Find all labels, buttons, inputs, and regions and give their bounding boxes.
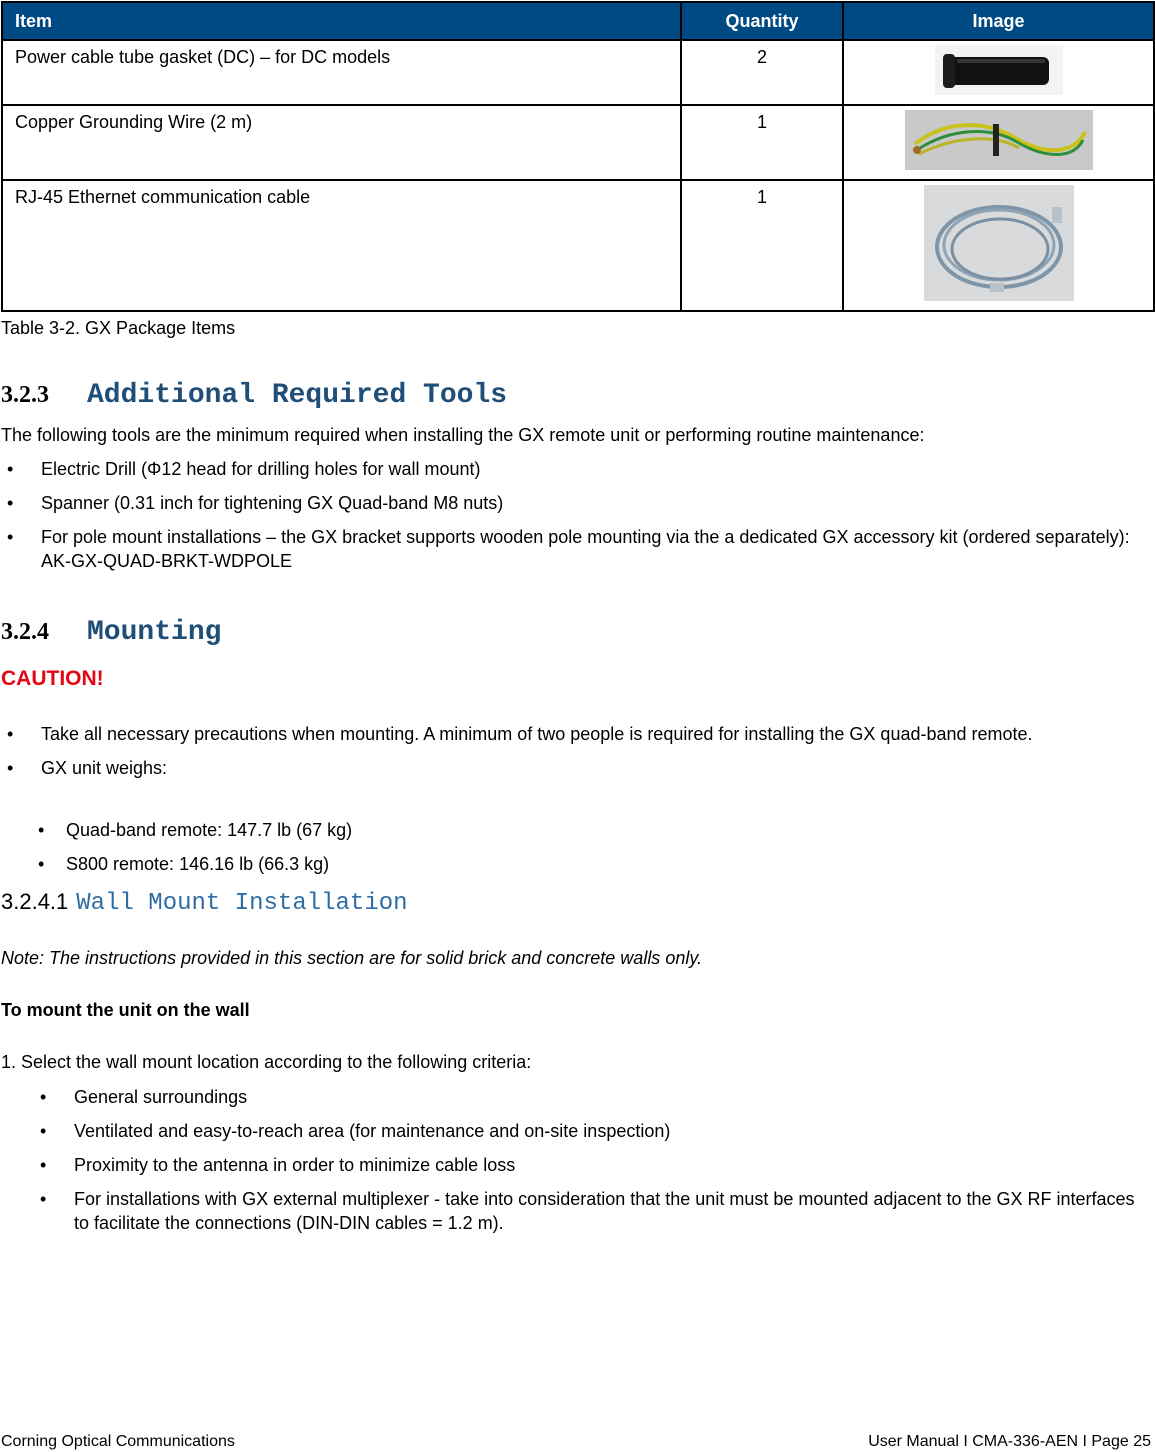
grounding-wire-photo — [905, 110, 1093, 170]
caution-label: CAUTION! — [1, 667, 104, 690]
section-number: 3.2.3 — [1, 382, 49, 408]
criteria-list — [34, 1085, 1149, 1245]
quantity-cell: 1 — [681, 180, 843, 311]
section-heading-3-2-4-1 — [1, 889, 408, 917]
image-cell — [843, 40, 1154, 105]
list-item: • For pole mount installations – the GX bracket supports wooden pole mounting via the a dedicated GX accessory kit (ordered separately): AK-GX-QUAD-BRKT-WDPOLE — [1, 525, 1151, 573]
table-row — [2, 40, 1154, 105]
tools-intro: The following tools are the minimum required when installing the GX remote unit or performing routine maintenance: — [1, 425, 925, 445]
list-item: • S800 remote: 146.16 lb (66.3 kg) — [32, 852, 1142, 876]
tools-list — [1, 457, 1151, 583]
header-image: Image — [843, 2, 1154, 40]
package-items-table — [1, 1, 1155, 312]
procedure-title: To mount the unit on the wall — [1, 1000, 250, 1020]
step-1: 1. Select the wall mount location according to the following criteria: — [1, 1052, 532, 1072]
item-cell: Copper Grounding Wire (2 m) — [2, 105, 681, 180]
table-row — [2, 105, 1154, 180]
image-cell — [843, 180, 1154, 311]
ethernet-cable-photo — [924, 185, 1074, 301]
list-item: • Spanner (0.31 inch for tightening GX Quad-band M8 nuts) — [1, 491, 1151, 515]
section-number: 3.2.4 — [1, 619, 49, 645]
list-item: • Electric Drill (Φ12 head for drilling holes for wall mount) — [1, 457, 1151, 481]
footer-company: Corning Optical Communications — [1, 1433, 235, 1450]
list-item: • Take all necessary precautions when mounting. A minimum of two people is required for installing the GX quad-band remote. — [1, 722, 1151, 746]
section-title: Wall Mount Installation — [76, 890, 408, 917]
section-title: Additional Required Tools — [87, 380, 508, 411]
item-cell: Power cable tube gasket (DC) – for DC models — [2, 40, 681, 105]
list-item: • For installations with GX external multiplexer - take into consideration that the unit must be mounted adjacent to the GX RF interfaces to facilitate the connections (DIN-DIN cables = 1.2 m). — [34, 1187, 1149, 1235]
section-title: Mounting — [87, 617, 222, 648]
quantity-cell: 1 — [681, 105, 843, 180]
quantity-cell: 2 — [681, 40, 843, 105]
list-item: • General surroundings — [34, 1085, 1149, 1109]
table-header-row — [2, 2, 1154, 40]
item-cell: RJ-45 Ethernet communication cable — [2, 180, 681, 311]
list-item: • GX unit weighs: — [1, 756, 1151, 780]
list-item: • Proximity to the antenna in order to minimize cable loss — [34, 1153, 1149, 1177]
section-heading-3-2-3 — [1, 380, 507, 411]
note-text: Note: The instructions provided in this section are for solid brick and concrete walls only. — [1, 948, 702, 968]
section-number: 3.2.4.1 — [1, 889, 69, 914]
image-cell — [843, 105, 1154, 180]
footer-page-info: User Manual I CMA-336-AEN I Page 25 — [868, 1433, 1151, 1450]
section-heading-3-2-4 — [1, 617, 221, 648]
header-item: Item — [2, 2, 681, 40]
list-item: • Quad-band remote: 147.7 lb (67 kg) — [32, 818, 1142, 842]
table-row — [2, 180, 1154, 311]
gasket-photo — [935, 45, 1063, 95]
weights-list — [32, 818, 1142, 886]
header-quantity: Quantity — [681, 2, 843, 40]
list-item: • Ventilated and easy-to-reach area (for maintenance and on-site inspection) — [34, 1119, 1149, 1143]
caution-list — [1, 722, 1151, 790]
table-caption: Table 3-2. GX Package Items — [1, 318, 236, 338]
